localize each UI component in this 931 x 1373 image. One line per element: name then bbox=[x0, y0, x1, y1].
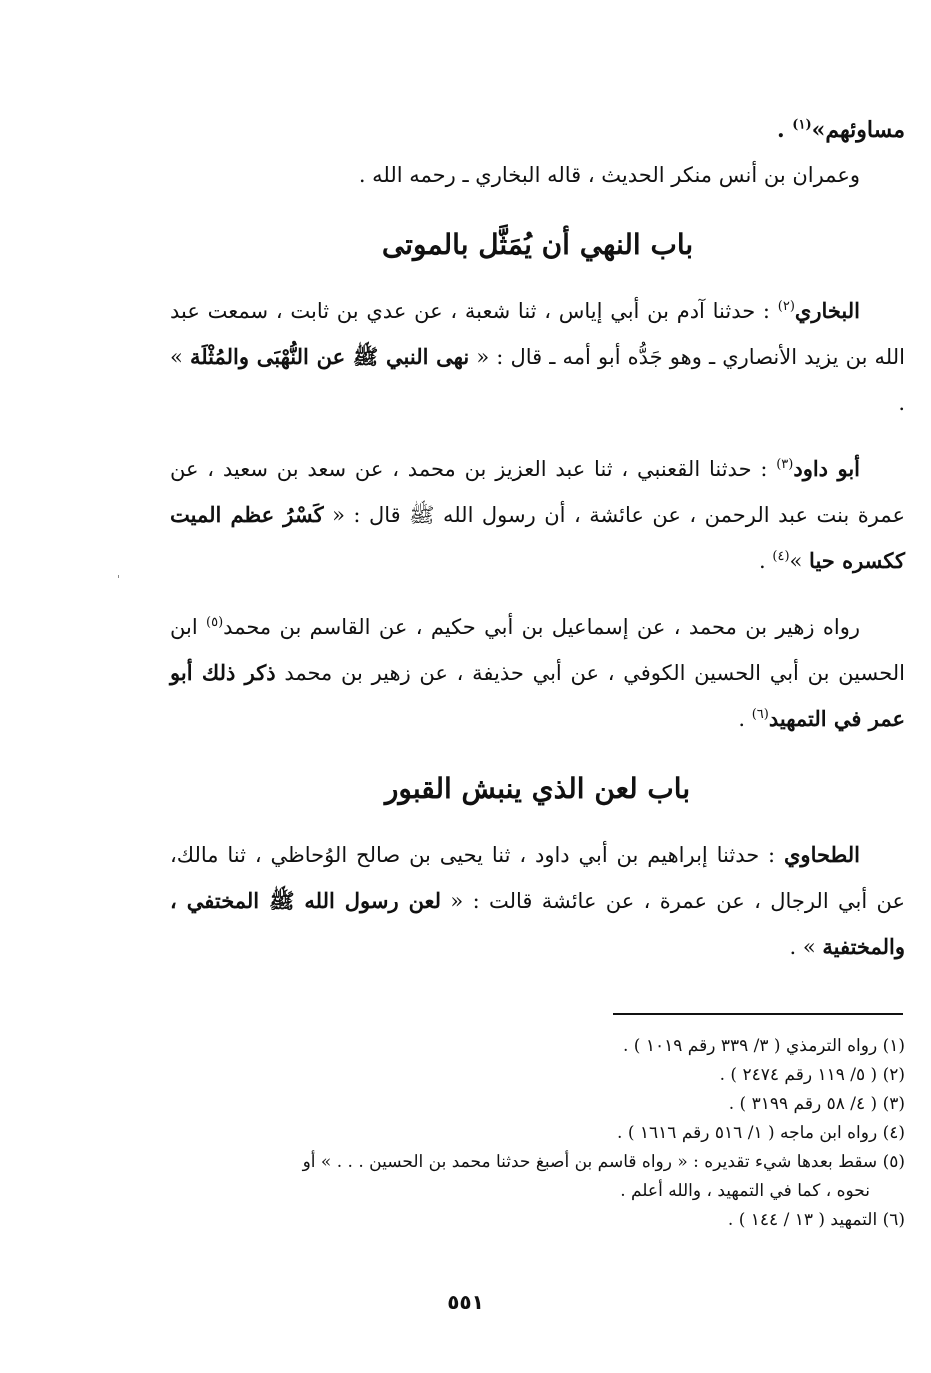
footnote-3: (٣) ( ٤/ ٥٨ رقم ٣١٩٩ ) . bbox=[728, 1094, 905, 1114]
chapter-heading-1: باب النهي أن يُمَثَّل بالموتى bbox=[381, 228, 694, 261]
continuation-text: مساوئهم» bbox=[811, 117, 905, 143]
isnad-text: : حدثنا القعنبي ، ثنا عبد العزيز بن محمد ، عن سعد بن سعيد ، عن عمرة بنت عبد الرحمن ، عن عائشة ، أن رسول الله ﷺ قال : « bbox=[170, 457, 905, 527]
isnad-text: : حدثنا آدم بن أبي إياس ، ثنا شعبة ، عن عدي بن ثابت ، سمعت عبد الله بن يزيد الأنصاري ـ وهو جَدُّه أبو أمه ـ قال : « bbox=[170, 299, 905, 369]
punctuation: . bbox=[738, 707, 752, 731]
isnad-text: : حدثنا إبراهيم بن أبي داود ، ثنا يحيى بن صالح الوُحاظي ، ثنا مالك، عن أبي الرجال ، عن عمرة ، عن عائشة قالت : « bbox=[170, 843, 905, 913]
main-text bbox=[170, 108, 905, 970]
chapter-heading-2: باب لعن الذي ينبش القبور bbox=[384, 772, 691, 805]
paragraph-abu-dawud bbox=[170, 446, 905, 584]
footnote-ref: (٢) bbox=[777, 299, 795, 314]
footnote-6: (٦) التمهيد ( ١٣ / ١٤٤ ) . bbox=[727, 1210, 905, 1230]
punctuation: » . bbox=[789, 935, 823, 959]
footnote-ref: (٣) bbox=[776, 457, 794, 472]
hadith-text: كَسْرُ عظم الميت ككسره حيا bbox=[170, 502, 905, 573]
punctuation: . bbox=[759, 549, 773, 573]
punctuation: » . bbox=[170, 345, 905, 415]
note-imran: وعمران بن أنس منكر الحديث ، قاله البخاري ـ رحمه الله . bbox=[358, 163, 860, 187]
footnotes bbox=[170, 1032, 905, 1235]
footnote-1: (١) رواه الترمذي ( ٣/ ٣٣٩ رقم ١٠١٩ ) . bbox=[623, 1036, 905, 1056]
hadith-text: لعن رسول الله ﷺ المختفي ، والمختفية bbox=[170, 888, 905, 959]
source-name: الطحاوي bbox=[784, 842, 860, 867]
source-name: البخاري bbox=[794, 298, 860, 323]
paragraph-tahawi bbox=[170, 832, 905, 970]
footnote-divider bbox=[613, 1013, 903, 1015]
footnote-ref: (١) bbox=[792, 117, 812, 133]
narration-text: رواه زهير بن محمد ، عن إسماعيل بن أبي حكيم ، عن القاسم بن محمد bbox=[223, 615, 861, 639]
paragraph-zuhair bbox=[170, 604, 905, 742]
footnote-ref: (٦) bbox=[751, 707, 769, 722]
footnote-2: (٢) ( ٥/ ١١٩ رقم ٢٤٧٤ ) . bbox=[719, 1065, 905, 1085]
footnote-5: (٥) سقط بعدها شيء تقديره : « رواه قاسم بن أصبغ حدثنا محمد بن الحسين . . . » أو bbox=[302, 1152, 905, 1172]
page-number: ٥٥١ bbox=[447, 1290, 484, 1314]
punctuation: » bbox=[789, 549, 810, 573]
footnote-5-continued: نحوه ، كما في التمهيد ، والله أعلم . bbox=[620, 1181, 870, 1201]
hadith-text: نهى النبي ﷺ عن النُّهْبَى والمُثْلَة bbox=[189, 344, 470, 369]
source-name: أبو داود bbox=[793, 456, 860, 481]
footnote-ref: (٤) bbox=[772, 549, 790, 564]
footnote-4: (٤) رواه ابن ماجه ( ١/ ٥١٦ رقم ١٦١٦ ) . bbox=[617, 1123, 905, 1143]
punctuation: . bbox=[776, 117, 793, 143]
attribution-text: ذكر ذلك أبو عمر في التمهيد bbox=[170, 660, 905, 731]
continuation-line bbox=[170, 108, 905, 152]
margin-mark bbox=[118, 575, 119, 578]
paragraph-bukhari bbox=[170, 288, 905, 426]
narration-text: ابن الحسين بن أبي الحسين الكوفي ، عن أبي حذيفة ، عن زهير بن محمد bbox=[170, 615, 905, 685]
footnote-ref: (٥) bbox=[206, 615, 224, 630]
